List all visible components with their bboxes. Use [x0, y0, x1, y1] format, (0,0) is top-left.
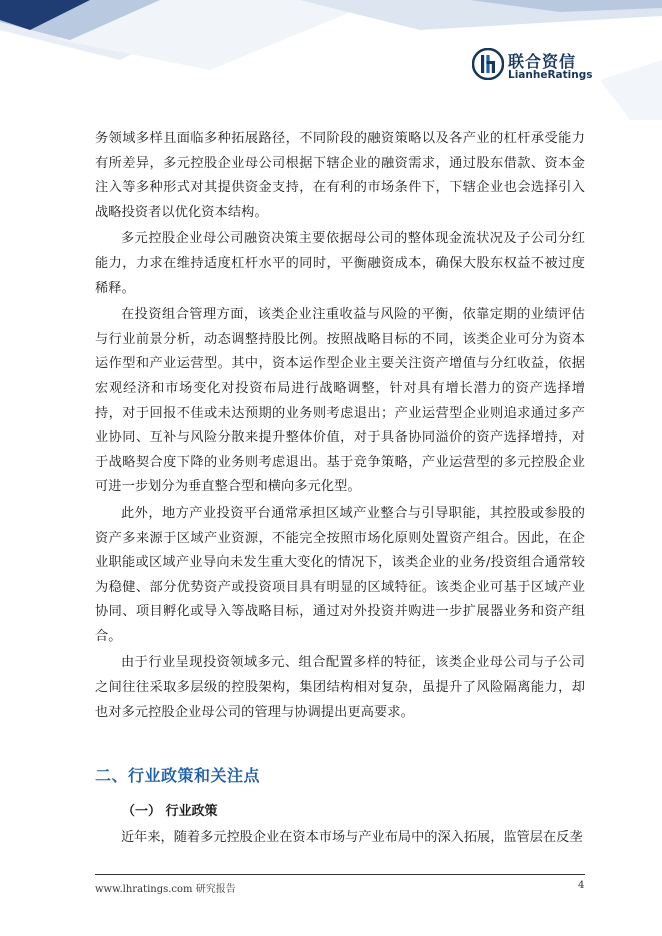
report-body	[95, 127, 585, 727]
paragraph-3: 在投资组合管理方面，该类企业注重收益与风险的平衡，依靠定期的业绩评估与行业前景分析，动态调整持股比例。按照战略目标的不同，该类企业可分为资本运作型和产业运营型。其中，资本运作型企业主要关注资产增值与分红收益，依据宏观经济和市场变化对投资布局进行战略调整，针对具有增长潜力的资产选择增持，对于回报不佳或未达预期的业务则考虑退出；产业运营型企业则追求通过多产业协同、互补与风险分散来提升整体价值，对于具备协同溢价的资产选择增持，对于战略契合度下降的业务则考虑退出。基于竞争策略，产业运营型的多元控股企业可进一步划分为垂直整合型和横向多元化型。	[95, 307, 585, 495]
section-heading: 二、行业政策和关注点	[95, 766, 261, 785]
paragraph-2: 多元控股企业母公司融资决策主要依据母公司的整体现金流状况及子公司分红能力，力求在维持适度杠杆水平的同时，平衡融资成本，确保大股东权益不被过度稀释。	[95, 231, 585, 296]
paragraph-1: 务领域多样且面临多种拓展路径，不同阶段的融资策略以及各产业的杠杆承受能力有所差异，多元控股企业母公司根据下辖企业的融资需求，通过股东借款、资本金注入等多种形式对其提供资金支持，在有利的市场条件下，下辖企业也会选择引入战略投资者以优化资本结构。	[95, 131, 585, 220]
logo-chinese-text: 联合资信	[508, 52, 577, 71]
logo-english-text: LianheRatings	[508, 69, 593, 81]
paragraph-6: 近年来，随着多元控股企业在资本市场与产业布局中的深入拓展，监管层在反垄	[121, 830, 583, 845]
footer-divider	[95, 874, 585, 875]
lianhe-logo	[472, 48, 602, 88]
page-number: 4	[578, 880, 585, 891]
lianhe-logo-icon	[472, 48, 504, 80]
paragraph-5: 由于行业呈现投资领域多元、组合配置多样的特征，该类企业母公司与子公司之间往往采取多层级的控股架构，集团结构相对复杂，虽提升了风险隔离能力，却也对多元控股企业母公司的管理与协调提出更高要求。	[95, 655, 585, 720]
footer-website: www.lhratings.com 研究报告	[95, 884, 236, 895]
paragraph-4: 此外，地方产业投资平台通常承担区域产业整合与引导职能，其控股或参股的资产多来源于区域产业资源，不能完全按照市场化原则处置资产组合。因此，在企业职能或区域产业导向未发生重大变化的情况下，该类企业的业务/投资组合通常较为稳健、部分优势资产或投资项目具有明显的区域特征。该类企业可基于区域产业协同、项目孵化或导入等战略目标，通过对外投资并购进一步扩展器业务和资产组合。	[95, 505, 585, 644]
subsection-heading: （一） 行业政策	[122, 804, 218, 819]
